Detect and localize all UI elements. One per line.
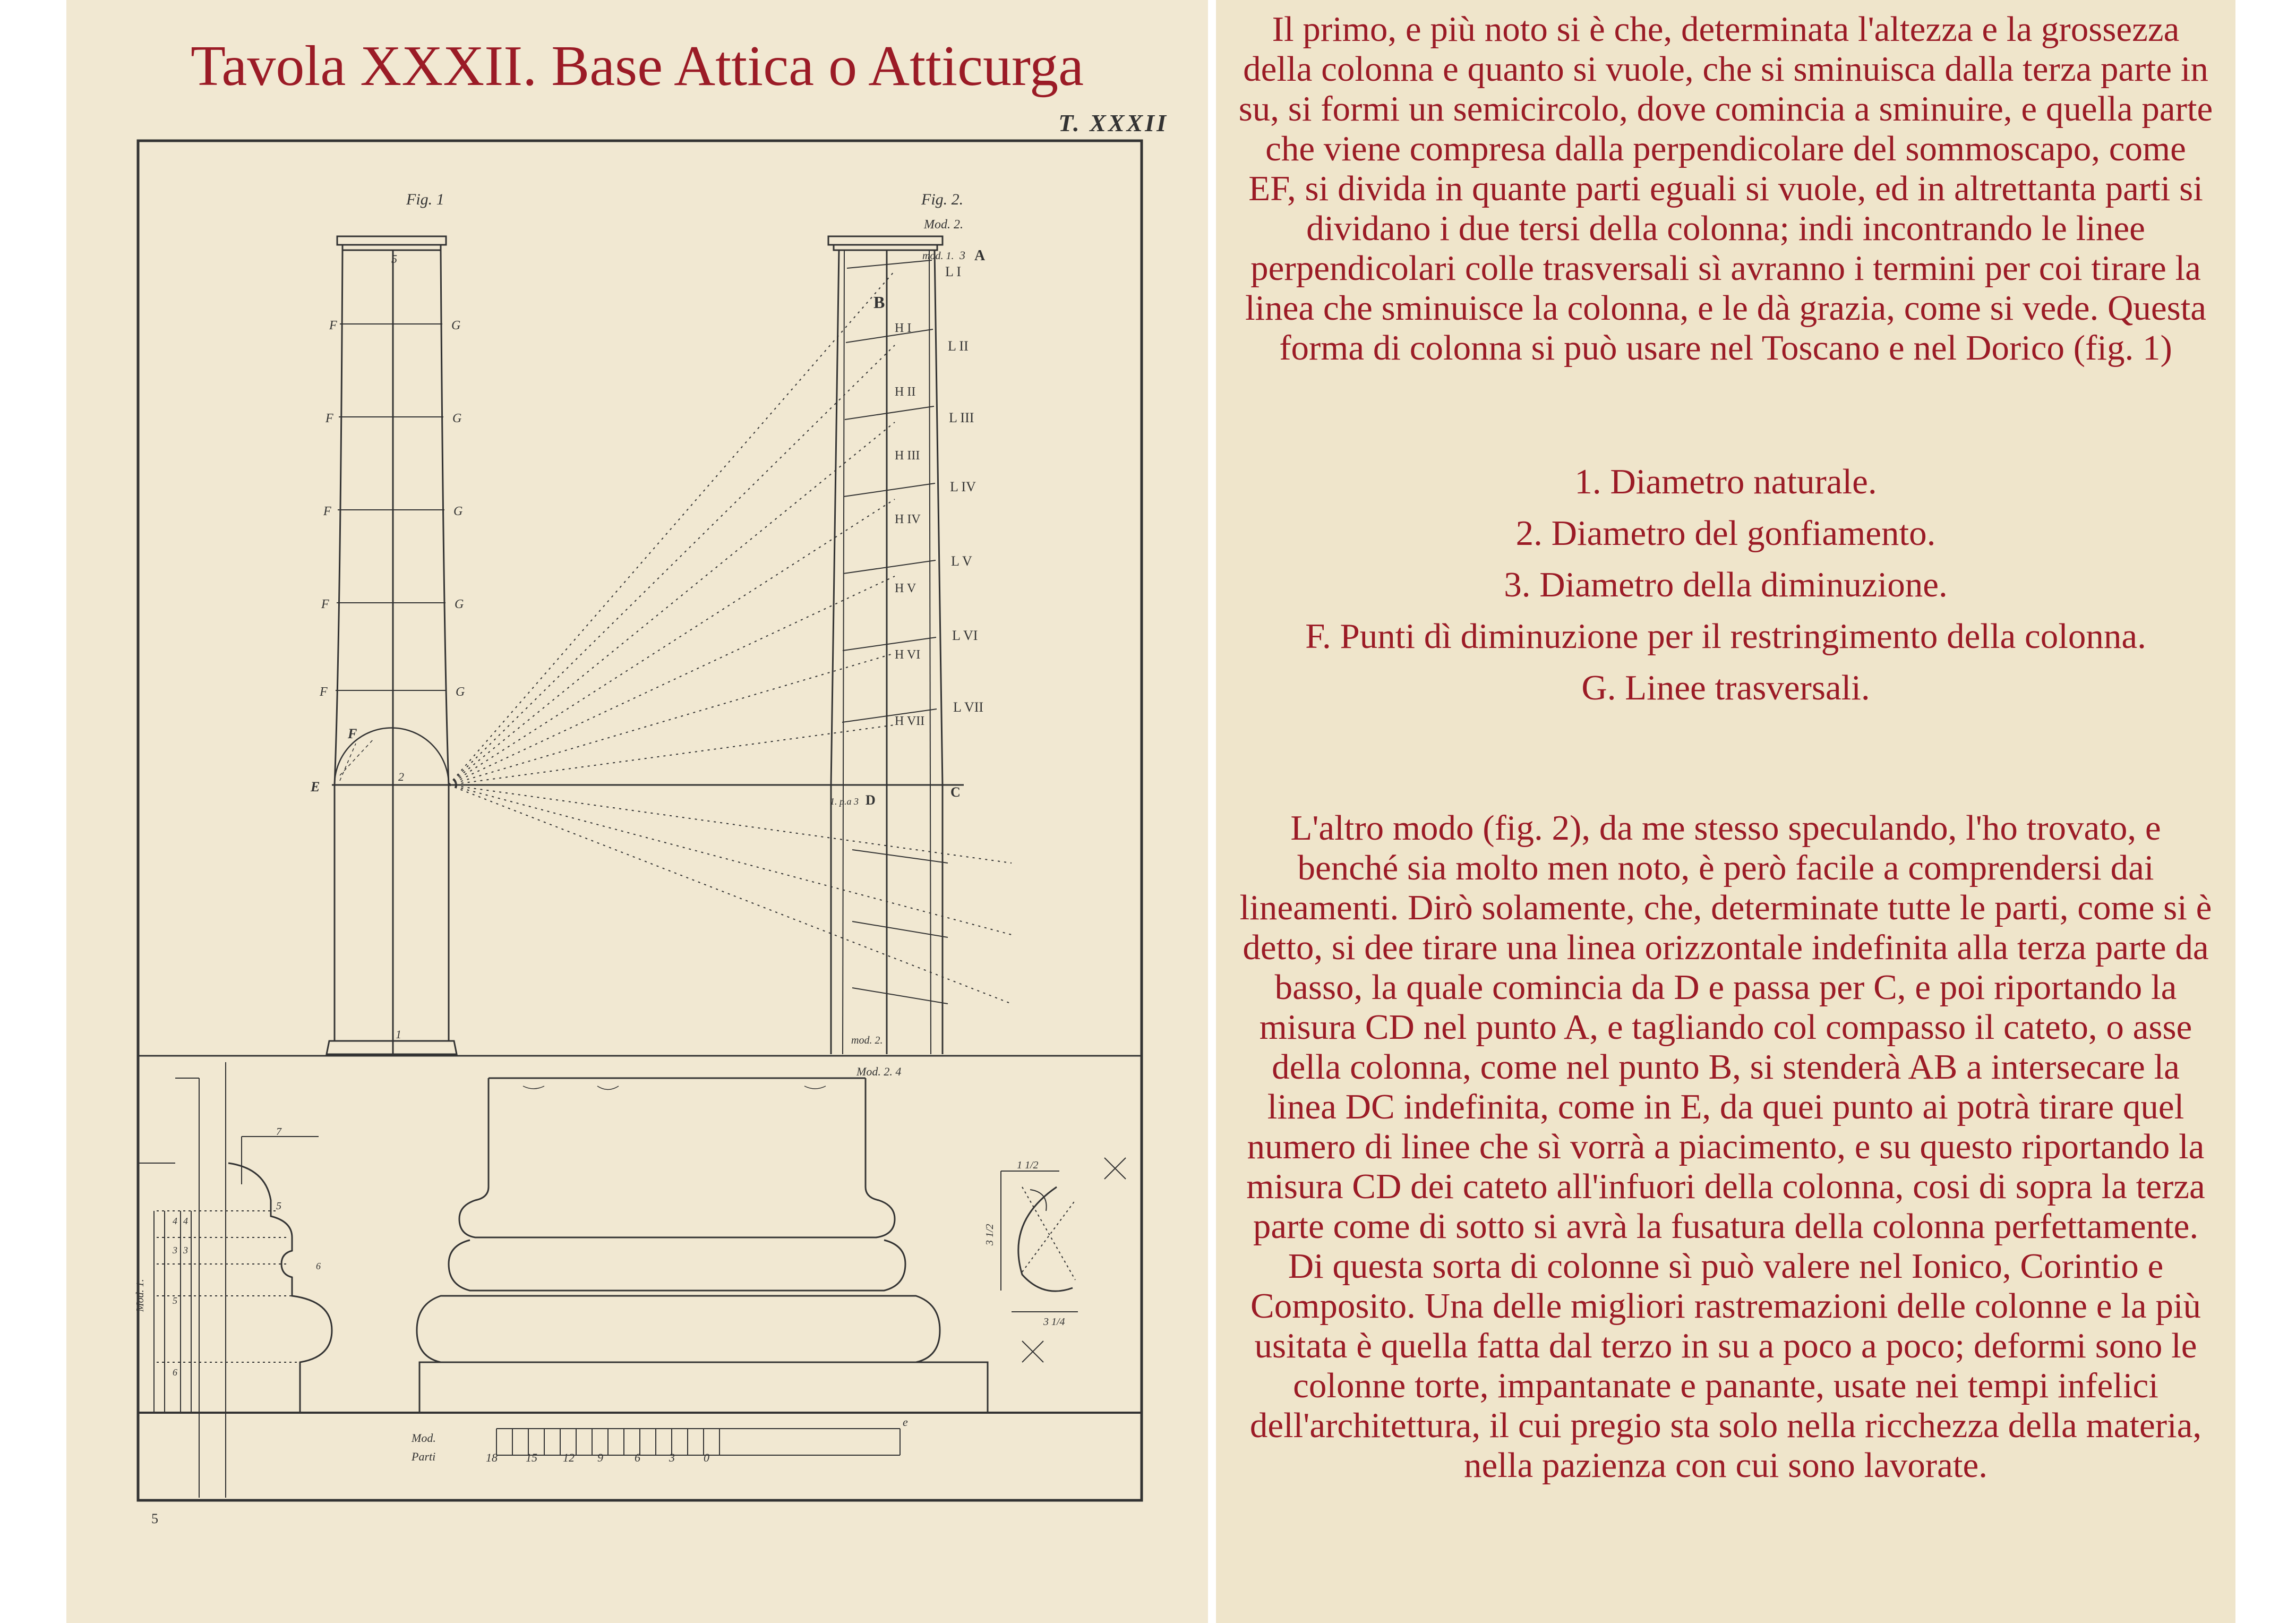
fig1-g2: G [452,412,462,425]
plate-title: Tavola XXXII. Base Attica o Atticurga [190,35,1084,98]
fig2-column [828,236,943,1054]
legend-item-g: G. Linee trasversali. [1581,668,1870,707]
base-profile-section [138,1062,332,1498]
mark-b: B [873,293,885,312]
mod2-bottom: mod. 2. [851,1035,883,1046]
fig1-e: E [311,779,320,795]
legend-item-3: 3. Diametro della diminuzione. [1504,565,1948,604]
mark-d-prefix: 1. p.a 3 [830,796,859,807]
base-mod1: Mod. 1. [134,1279,146,1312]
fig1-g3: G [453,505,463,518]
fig1-f3: F [323,505,331,518]
mod1-mark: mod. 1. [922,250,954,262]
legend-item-1: 1. Diametro naturale. [1574,462,1877,501]
scale-n-15: 15 [526,1451,537,1464]
engraving-drawing [66,0,1208,1623]
fig1-f-inner: F [348,726,357,741]
left-page-plate [66,0,1208,1623]
scale-n-0: 0 [704,1451,709,1464]
scotia-mark-2: 3 1/2 [984,1224,996,1245]
base-mark-5b: 5 [173,1295,177,1306]
label-h3: H III [895,449,920,463]
paragraph-1-text: Il primo, e più noto si è che, determinata l'altezza e la grossezza della colonna e quanto si vuole, che si sminuisca dalla terza parte in su, si formi un semicircolo, dove comincia a sminuire, e quella parte che viene compresa dalla perpendicolare del sommoscapo, come EF, si divida in quante parti eguali si vuole, ed in altrettanta parti si dividano i due tersi della colonna; indi incontrando le linee perpendicolari colle trasversali sì avranno i termini per coi tirare la linea che sminuisce la colonna, e le dà grazia, come si vede. Questa forma di colonna si può usare nel Toscano e nel Dorico (fig. 1) [1238,10,2213,368]
fig1-f5: F [320,685,328,699]
scale-parti: Parti [412,1450,436,1463]
attic-base-drawing [417,1078,988,1413]
paragraph-second-method [1237,808,2214,1485]
mark-d: D [866,792,876,808]
base-mark-3a: 3 [173,1245,177,1255]
fig1-f2: F [325,412,333,425]
scale-n-3: 3 [669,1451,675,1464]
base-mark-6b: 6 [173,1367,177,1378]
paragraph-2-text: L'altro modo (fig. 2), da me stesso speculando, l'ho trovato, e benché sia molto men noto, è però facile a comprendersi dai lineamenti. Dirò solamente, che, determinate tutte le parti, come si è detto, si dee tirare una linea orizzontale indefinita alla terza parte da basso, la quale comincia da D e passa per C, e poi riportando la misura CD nel punto A, e tagliando col compasso il cateto, o asse della colonna, come nel punto B, si stenderà AB a intersecare la linea DC indefinita, come in E, da quei punto ai potrà tirare quel numero di linee che sì vorrà a piacimento, e su questo riportando la misura CD dei cateto all'infuori della colonna, cosi di sopra la terza parte come di sotto si avrà la fusatura della colonna perfettamente. Di questa sorta di colonne sì può valere nel Ionico, Corintio e Composito. Una delle migliori rastremazioni delle colonne e la più usitata è quella fatta dal terzo in su a poco a poco; deformi sono le colonne torte, impantanate e panante, usate nei tempi infelici dell'architettura, il cui pregio sta solo nella ricchezza della materia, nella pazienza con cui sono lavorate. [1239,808,2212,1485]
fig1-label: Fig. 1 [406,191,444,208]
label-l5: L V [951,553,972,569]
fig1-5: 5 [391,252,397,266]
fig1-g1: G [451,319,461,332]
base-mark-4b: 4 [183,1216,188,1226]
construction-rays [449,271,1012,1004]
mod1-3-mark: 3 [959,249,965,262]
legend-list [1237,462,2214,720]
mod2-base: Mod. 2. 4 [856,1065,902,1078]
fig1-f4: F [321,597,329,611]
legend-item-2: 2. Diametro del gonfiamento. [1515,514,1936,553]
mark-a: A [974,247,986,264]
base-mark-7: 7 [276,1126,281,1138]
label-h5: H V [895,582,916,595]
label-l4: L IV [950,479,976,494]
label-l1: L I [945,264,962,279]
label-h2: H II [895,385,916,399]
scotia-mark-1: 1 1/2 [1017,1159,1039,1171]
scotia-detail [1001,1158,1126,1362]
right-page-text [1216,0,2235,1623]
plate-number-label: T. XXXII [1058,109,1168,136]
scale-n-12: 12 [563,1451,575,1464]
label-h7: H VII [895,714,925,728]
scale-n-9: 9 [597,1451,603,1464]
fig1-1: 1 [396,1028,401,1041]
base-mark-5: 5 [276,1200,281,1212]
base-mark-4a: 4 [173,1216,177,1226]
scotia-mark-3: 3 1/4 [1043,1316,1065,1328]
fig1-2: 2 [398,770,404,783]
scale-n-18: 18 [486,1451,498,1464]
mark-c: C [950,784,961,800]
base-mark-6a: 6 [316,1261,321,1271]
scale-e: e [903,1415,908,1429]
paragraph-first-method [1237,10,2214,368]
scale-n-6: 6 [635,1451,640,1464]
fig2-label: Fig. 2. [921,191,964,208]
label-l3: L III [949,410,974,425]
page-number: 5 [151,1511,158,1526]
scale-mod: Mod. [412,1431,436,1445]
scale-bar [496,1429,900,1455]
legend-item-f: F. Punti dì diminuzione per il restringimento della colonna. [1305,617,2146,656]
label-l6: L VI [952,628,978,643]
label-l2: L II [948,338,969,354]
fig1-g5: G [456,685,465,699]
fig1-g4: G [455,597,464,611]
label-h1: H I [895,321,912,335]
fig1-f1: F [329,319,337,332]
label-h4: H IV [895,512,921,526]
fig1-column [327,236,457,1054]
label-h6: H VI [895,648,921,662]
fig2-sub-label: Mod. 2. [924,218,963,232]
base-mark-3b: 3 [183,1245,188,1255]
label-l7: L VII [953,699,984,715]
